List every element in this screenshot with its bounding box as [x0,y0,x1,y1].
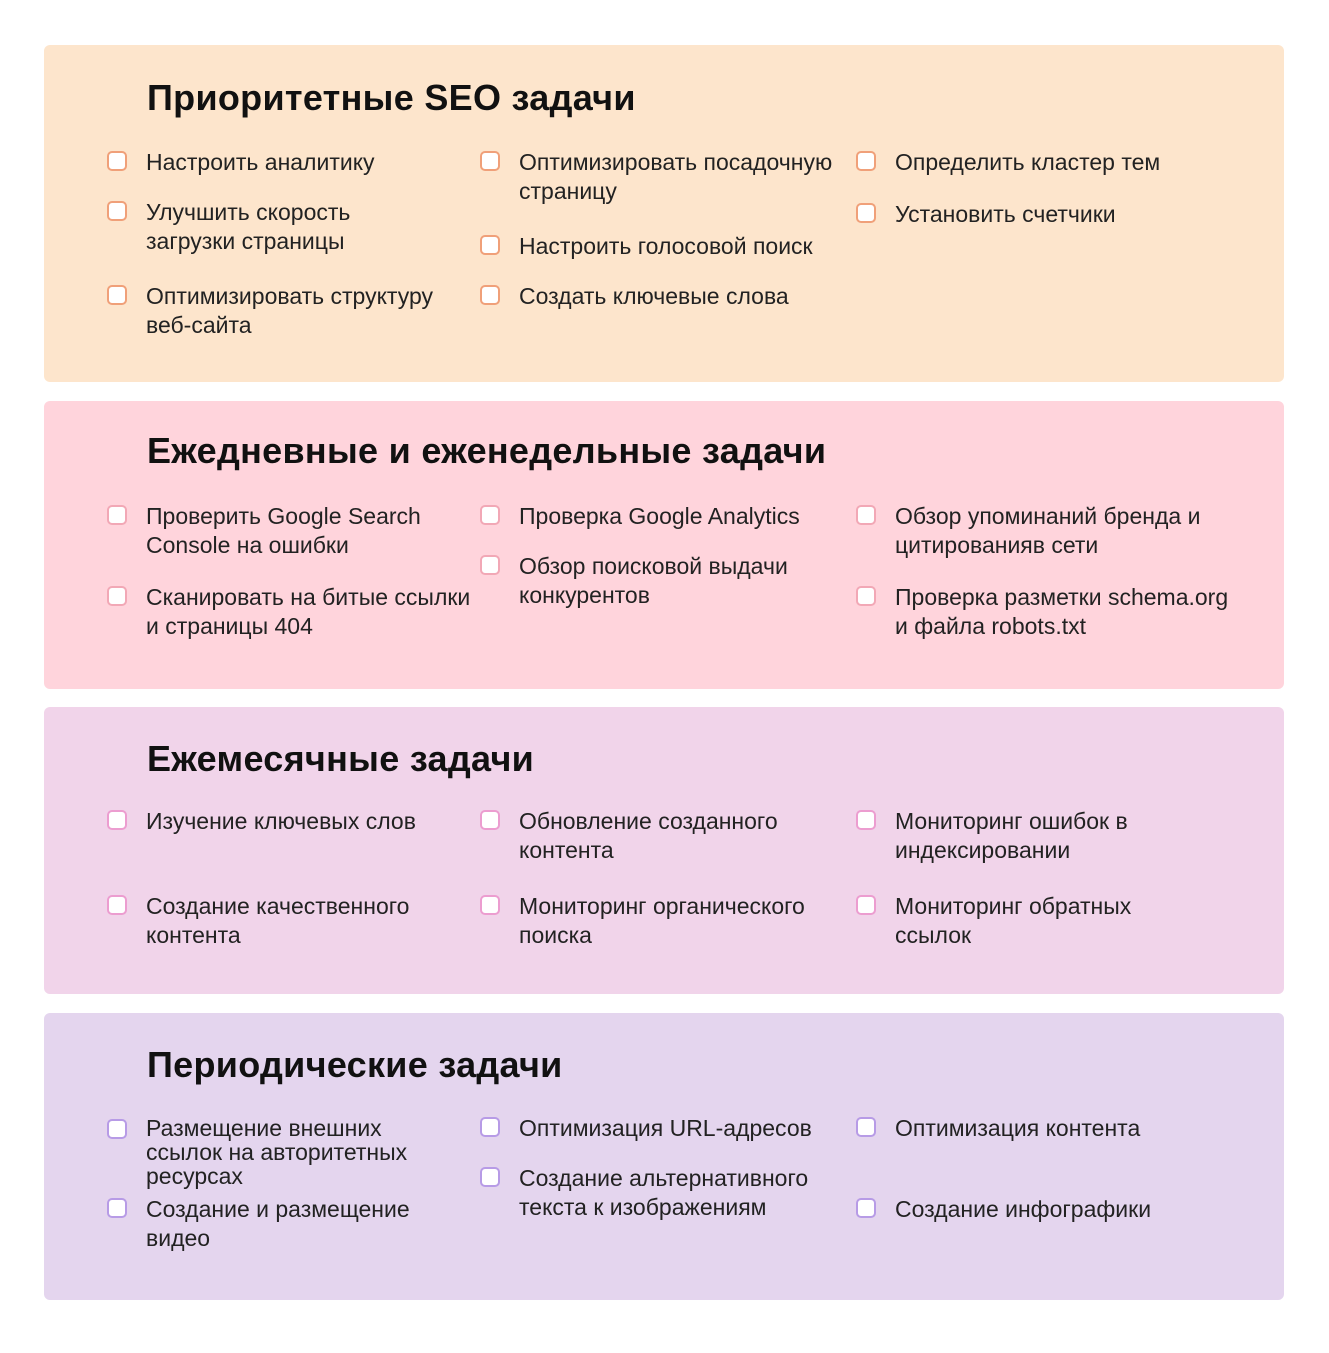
section-monthly [44,707,1284,994]
task-label: Оптимизация контента [895,1115,1141,1141]
section-priority-seo [44,45,1284,382]
task-label: Проверить Google Search Console на ошибки [146,503,421,558]
task-label: Установить счетчики [895,201,1116,227]
task-label: Мониторинг ошибок в индексировании [895,808,1128,863]
checkbox[interactable] [480,895,500,915]
checkbox[interactable] [856,203,876,223]
task-label: Настроить голосовой поиск [519,233,813,259]
task-label: Размещение внешних ссылок на авторитетных ресурсах [146,1115,408,1189]
task-label: Определить кластер тем [895,149,1161,175]
task-label: Оптимизировать структуру веб-сайта [146,283,433,338]
task-item[interactable] [480,148,832,206]
task-item[interactable] [107,1116,407,1188]
section-title: Приоритетные SEO задачи [147,77,636,118]
checkbox[interactable] [480,235,500,255]
task-label: Проверка разметки schema.org и файла robots.txt [895,584,1229,639]
task-item[interactable] [107,282,433,340]
task-label: Проверка Google Analytics [519,503,800,529]
task-item[interactable] [480,232,813,261]
task-item[interactable] [856,502,1200,560]
checkbox[interactable] [856,586,876,606]
task-item[interactable] [856,892,1131,950]
checkbox[interactable] [107,151,127,171]
task-item[interactable] [480,282,789,311]
checkbox[interactable] [107,1119,127,1139]
task-label: Обзор поисковой выдачи конкурентов [519,553,788,608]
task-item[interactable] [856,807,1128,865]
checkbox[interactable] [856,810,876,830]
task-item[interactable] [856,1114,1140,1143]
section-daily-weekly [44,401,1284,689]
task-label: Создание альтернативного текста к изображениям [519,1165,809,1220]
task-label: Настроить аналитику [146,149,375,175]
task-label: Создание качественного контента [146,893,410,948]
task-item[interactable] [856,148,1160,177]
section-title: Ежемесячные задачи [147,738,535,779]
task-item[interactable] [480,892,805,950]
task-item[interactable] [856,1195,1151,1224]
task-item[interactable] [107,148,375,177]
checkbox[interactable] [107,810,127,830]
task-label: Мониторинг органического поиска [519,893,805,948]
checkbox[interactable] [107,285,127,305]
task-item[interactable] [480,552,788,610]
task-label: Создание и размещение видео [146,1196,410,1251]
task-item[interactable] [107,502,421,560]
task-item[interactable] [856,583,1228,641]
task-label: Создать ключевые слова [519,283,789,309]
section-title: Периодические задачи [147,1044,563,1085]
task-item[interactable] [480,502,800,531]
checkbox[interactable] [480,810,500,830]
task-item[interactable] [480,807,778,865]
task-label: Обновление созданного контента [519,808,778,863]
checkbox[interactable] [480,1167,500,1187]
checkbox[interactable] [856,505,876,525]
task-label: Сканировать на битые ссылки и страницы 404 [146,584,471,639]
task-item[interactable] [107,807,416,836]
checkbox[interactable] [480,555,500,575]
checkbox[interactable] [856,1117,876,1137]
task-item[interactable] [107,583,470,641]
task-item[interactable] [856,200,1116,229]
task-item[interactable] [480,1114,812,1143]
checkbox[interactable] [480,285,500,305]
task-label: Создание инфографики [895,1196,1152,1222]
checkbox[interactable] [856,895,876,915]
task-label: Мониторинг обратных ссылок [895,893,1132,948]
task-label: Изучение ключевых слов [146,808,416,834]
checkbox[interactable] [480,1117,500,1137]
task-item[interactable] [107,892,409,950]
task-label: Обзор упоминаний бренда и цитированияв сети [895,503,1201,558]
section-periodic [44,1013,1284,1300]
checkbox[interactable] [107,201,127,221]
checkbox[interactable] [107,1198,127,1218]
task-item[interactable] [480,1164,808,1222]
checkbox[interactable] [856,151,876,171]
checkbox[interactable] [480,505,500,525]
task-label: Оптимизировать посадочную страницу [519,149,833,204]
section-title: Ежедневные и еженедельные задачи [147,430,827,471]
task-label: Улучшить скорость загрузки страницы [146,199,351,254]
checkbox[interactable] [480,151,500,171]
task-label: Оптимизация URL-адресов [519,1115,812,1141]
checkbox[interactable] [107,505,127,525]
task-item[interactable] [107,1195,410,1253]
checkbox[interactable] [107,895,127,915]
checkbox[interactable] [856,1198,876,1218]
task-item[interactable] [107,198,350,256]
checkbox[interactable] [107,586,127,606]
